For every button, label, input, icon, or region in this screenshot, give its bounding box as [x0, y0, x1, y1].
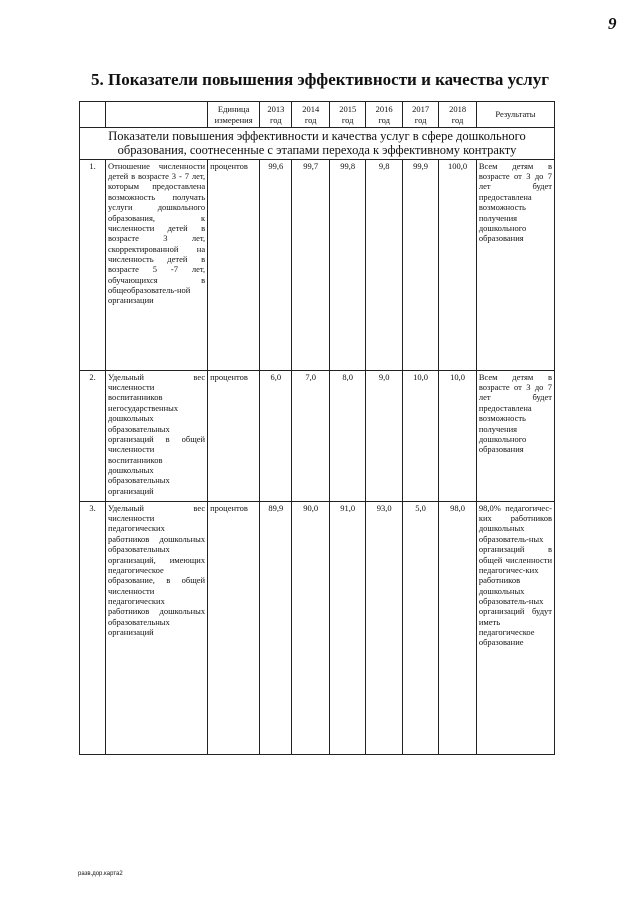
value-cell: 7,0 — [292, 370, 330, 501]
value-cell: 9,0 — [366, 370, 402, 501]
value-cell: 5,0 — [402, 501, 438, 754]
page-title: 5. Показатели повышения эффективности и качества услуг — [91, 70, 549, 89]
table-row — [80, 501, 555, 754]
row-number: 3. — [80, 501, 106, 754]
value-cell: 10,0 — [439, 370, 477, 501]
result-cell: Всем детям в возрасте от 3 до 7 лет будет предоставлена возможность получения дошкольного образования — [476, 159, 554, 370]
header-results-cell: Результаты — [476, 102, 554, 128]
row-number: 2. — [80, 370, 106, 501]
value-cell: 99,6 — [260, 159, 292, 370]
section-row — [80, 128, 555, 160]
value-cell: 9,8 — [366, 159, 402, 370]
table-row — [80, 159, 555, 370]
value-cell: 99,9 — [402, 159, 438, 370]
result-cell: 98,0% педагогичес-ких работников дошкольных образователь-ных организаций в общей численности педагогичес-ких работников дошкольных образователь-ных организаций будут иметь педагогическое образование — [476, 501, 554, 754]
value-cell: 90,0 — [292, 501, 330, 754]
header-year-2014: 2014 год — [292, 102, 330, 128]
header-indicator-cell — [106, 102, 208, 128]
unit-cell: процентов — [208, 370, 260, 501]
indicator-cell: Удельный вес численности педагогических работников дошкольных образовательных организаций, имеющих педагогическое образование, в общей численности педагогических работников дошкольных образовательных организаций — [106, 501, 208, 754]
header-year-2016: 2016 год — [366, 102, 402, 128]
header-year-2018: 2018 год — [439, 102, 477, 128]
header-year-2013: 2013 год — [260, 102, 292, 128]
result-cell: Всем детям в возрасте от 3 до 7 лет будет предоставлена возможность получения дошкольного образования — [476, 370, 554, 501]
value-cell: 8,0 — [329, 370, 365, 501]
value-cell: 99,7 — [292, 159, 330, 370]
indicator-cell: Отношение численности детей в возрасте 3 - 7 лет, которым предоставлена возможность получать услуги дошкольного образования, к численности детей в возрасте 3 лет, скорректированной на численность детей в возрасте 5 -7 лет, обучающихся в общеобразователь-ной организации — [106, 159, 208, 370]
unit-cell: процентов — [208, 501, 260, 754]
table-row — [80, 370, 555, 501]
value-cell: 99,8 — [329, 159, 365, 370]
value-cell: 89,9 — [260, 501, 292, 754]
indicators-table — [79, 101, 555, 755]
unit-cell: процентов — [208, 159, 260, 370]
value-cell: 91,0 — [329, 501, 365, 754]
value-cell: 100,0 — [439, 159, 477, 370]
footer-filename: разв.дор.карта2 — [78, 871, 123, 877]
header-year-2015: 2015 год — [329, 102, 365, 128]
value-cell: 6,0 — [260, 370, 292, 501]
header-year-2017: 2017 год — [402, 102, 438, 128]
value-cell: 98,0 — [439, 501, 477, 754]
indicator-cell: Удельный вес численности воспитанников негосударственных дошкольных образовательных организаций в общей численности воспитанников дошкольных образовательных организаций — [106, 370, 208, 501]
section-title: Показатели повышения эффективности и качества услуг в сфере дошкольного образования, соотнесенные с этапами перехода к эффективному контракту — [80, 128, 555, 160]
page-number: 9 — [608, 14, 617, 33]
value-cell: 10,0 — [402, 370, 438, 501]
row-number: 1. — [80, 159, 106, 370]
table-header-row — [80, 102, 555, 128]
header-unit-cell: Единица измерения — [208, 102, 260, 128]
header-num-cell — [80, 102, 106, 128]
value-cell: 93,0 — [366, 501, 402, 754]
